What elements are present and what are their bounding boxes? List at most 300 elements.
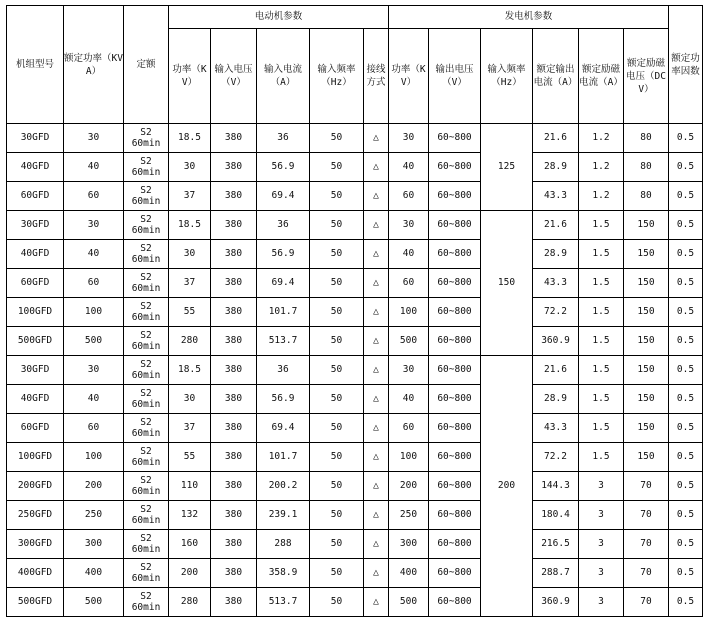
duty-class: S2	[140, 330, 152, 341]
table-row	[7, 530, 703, 559]
cell-motor-voltage: 380	[211, 269, 257, 298]
duty-time: 60min	[131, 428, 161, 439]
cell-duty	[124, 298, 169, 327]
duty-class: S2	[140, 562, 152, 573]
cell-duty	[124, 211, 169, 240]
header-excitation-current: 额定励磁电流（A）	[579, 29, 624, 124]
cell-motor-power: 55	[169, 443, 211, 472]
duty-time: 60min	[131, 312, 161, 323]
cell-gen-voltage: 60~800	[429, 385, 481, 414]
cell-excitation-voltage: 70	[624, 501, 669, 530]
cell-motor-current: 513.7	[257, 588, 310, 617]
cell-connection: △	[364, 385, 389, 414]
cell-gen-current: 360.9	[533, 327, 579, 356]
cell-motor-frequency: 50	[310, 298, 364, 327]
header-duty: 定额	[124, 6, 169, 124]
cell-connection: △	[364, 559, 389, 588]
cell-motor-power: 280	[169, 588, 211, 617]
table-row	[7, 588, 703, 617]
cell-motor-current: 101.7	[257, 443, 310, 472]
duty-class: S2	[140, 185, 152, 196]
cell-connection: △	[364, 269, 389, 298]
cell-power-kva: 60	[64, 269, 124, 298]
cell-motor-frequency: 50	[310, 385, 364, 414]
cell-motor-current: 239.1	[257, 501, 310, 530]
cell-connection: △	[364, 472, 389, 501]
cell-power-factor: 0.5	[669, 124, 703, 153]
cell-power-kva: 40	[64, 240, 124, 269]
cell-duty	[124, 472, 169, 501]
cell-power-kva: 250	[64, 501, 124, 530]
cell-motor-voltage: 380	[211, 182, 257, 211]
cell-power-factor: 0.5	[669, 153, 703, 182]
cell-motor-voltage: 380	[211, 443, 257, 472]
cell-motor-frequency: 50	[310, 414, 364, 443]
cell-connection: △	[364, 414, 389, 443]
duty-class: S2	[140, 591, 152, 602]
cell-connection: △	[364, 356, 389, 385]
table-row	[7, 124, 703, 153]
cell-model: 300GFD	[7, 530, 64, 559]
cell-motor-power: 30	[169, 385, 211, 414]
table-row	[7, 153, 703, 182]
table-row	[7, 182, 703, 211]
cell-duty	[124, 443, 169, 472]
cell-connection: △	[364, 588, 389, 617]
cell-motor-power: 132	[169, 501, 211, 530]
cell-motor-current: 36	[257, 356, 310, 385]
cell-duty	[124, 414, 169, 443]
cell-motor-power: 30	[169, 240, 211, 269]
cell-gen-power: 400	[389, 559, 429, 588]
cell-model: 250GFD	[7, 501, 64, 530]
duty-time: 60min	[131, 515, 161, 526]
duty-time: 60min	[131, 370, 161, 381]
cell-excitation-voltage: 70	[624, 530, 669, 559]
cell-connection: △	[364, 182, 389, 211]
cell-gen-voltage: 60~800	[429, 298, 481, 327]
cell-connection: △	[364, 240, 389, 269]
cell-gen-current: 28.9	[533, 240, 579, 269]
cell-motor-power: 18.5	[169, 211, 211, 240]
cell-gen-power: 250	[389, 501, 429, 530]
header-excitation-voltage: 额定励磁电压（DCV）	[624, 29, 669, 124]
table-row	[7, 385, 703, 414]
table-row	[7, 298, 703, 327]
cell-gen-power: 500	[389, 327, 429, 356]
cell-power-kva: 60	[64, 414, 124, 443]
cell-motor-current: 513.7	[257, 327, 310, 356]
cell-gen-voltage: 60~800	[429, 211, 481, 240]
cell-gen-power: 30	[389, 124, 429, 153]
cell-connection: △	[364, 327, 389, 356]
cell-motor-frequency: 50	[310, 182, 364, 211]
cell-motor-frequency: 50	[310, 501, 364, 530]
cell-motor-current: 36	[257, 211, 310, 240]
table-row	[7, 211, 703, 240]
cell-excitation-current: 1.5	[579, 240, 624, 269]
cell-excitation-voltage: 150	[624, 298, 669, 327]
duty-class: S2	[140, 243, 152, 254]
cell-motor-frequency: 50	[310, 472, 364, 501]
cell-motor-voltage: 380	[211, 559, 257, 588]
cell-motor-voltage: 380	[211, 588, 257, 617]
cell-gen-voltage: 60~800	[429, 356, 481, 385]
cell-motor-voltage: 380	[211, 298, 257, 327]
cell-motor-power: 110	[169, 472, 211, 501]
cell-motor-power: 55	[169, 298, 211, 327]
cell-gen-current: 28.9	[533, 385, 579, 414]
cell-connection: △	[364, 530, 389, 559]
cell-excitation-current: 3	[579, 588, 624, 617]
cell-model: 40GFD	[7, 385, 64, 414]
cell-power-factor: 0.5	[669, 356, 703, 385]
cell-duty	[124, 269, 169, 298]
duty-class: S2	[140, 417, 152, 428]
cell-gen-power: 100	[389, 443, 429, 472]
table-row	[7, 443, 703, 472]
cell-motor-current: 200.2	[257, 472, 310, 501]
duty-class: S2	[140, 272, 152, 283]
table-body	[7, 6, 703, 617]
duty-time: 60min	[131, 544, 161, 555]
table-row	[7, 501, 703, 530]
header-motor-connection: 接线方式	[364, 29, 389, 124]
cell-motor-current: 56.9	[257, 240, 310, 269]
duty-class: S2	[140, 475, 152, 486]
cell-motor-current: 56.9	[257, 153, 310, 182]
cell-power-kva: 200	[64, 472, 124, 501]
cell-duty	[124, 182, 169, 211]
cell-excitation-current: 1.5	[579, 327, 624, 356]
cell-gen-frequency: 200	[481, 356, 533, 617]
duty-class: S2	[140, 504, 152, 515]
cell-motor-voltage: 380	[211, 240, 257, 269]
table-row	[7, 240, 703, 269]
header-motor-group: 电动机参数	[169, 6, 389, 29]
duty-class: S2	[140, 388, 152, 399]
cell-motor-power: 30	[169, 153, 211, 182]
header-gen-frequency: 输入频率（Hz）	[481, 29, 533, 124]
cell-gen-current: 180.4	[533, 501, 579, 530]
table-row	[7, 356, 703, 385]
cell-gen-voltage: 60~800	[429, 240, 481, 269]
cell-gen-power: 60	[389, 269, 429, 298]
cell-motor-frequency: 50	[310, 124, 364, 153]
cell-model: 30GFD	[7, 211, 64, 240]
cell-excitation-current: 1.5	[579, 269, 624, 298]
cell-gen-current: 72.2	[533, 443, 579, 472]
cell-connection: △	[364, 211, 389, 240]
cell-motor-voltage: 380	[211, 124, 257, 153]
spec-table-container	[6, 5, 703, 617]
table-row	[7, 327, 703, 356]
cell-duty	[124, 501, 169, 530]
cell-gen-current: 43.3	[533, 182, 579, 211]
duty-time: 60min	[131, 457, 161, 468]
cell-excitation-current: 1.5	[579, 414, 624, 443]
cell-duty	[124, 327, 169, 356]
duty-class: S2	[140, 533, 152, 544]
cell-power-factor: 0.5	[669, 588, 703, 617]
cell-excitation-voltage: 150	[624, 385, 669, 414]
cell-power-factor: 0.5	[669, 443, 703, 472]
cell-gen-voltage: 60~800	[429, 501, 481, 530]
duty-class: S2	[140, 156, 152, 167]
cell-model: 200GFD	[7, 472, 64, 501]
cell-model: 40GFD	[7, 240, 64, 269]
cell-motor-frequency: 50	[310, 240, 364, 269]
cell-power-factor: 0.5	[669, 327, 703, 356]
table-row	[7, 472, 703, 501]
cell-excitation-current: 3	[579, 530, 624, 559]
cell-motor-frequency: 50	[310, 588, 364, 617]
cell-gen-power: 30	[389, 356, 429, 385]
table-row	[7, 559, 703, 588]
cell-connection: △	[364, 298, 389, 327]
cell-gen-current: 43.3	[533, 269, 579, 298]
cell-motor-voltage: 380	[211, 501, 257, 530]
cell-gen-current: 144.3	[533, 472, 579, 501]
header-gen-power: 功率（KV）	[389, 29, 429, 124]
cell-motor-power: 280	[169, 327, 211, 356]
cell-model: 30GFD	[7, 124, 64, 153]
cell-motor-frequency: 50	[310, 530, 364, 559]
cell-motor-voltage: 380	[211, 530, 257, 559]
cell-motor-power: 18.5	[169, 124, 211, 153]
cell-motor-frequency: 50	[310, 269, 364, 298]
cell-power-factor: 0.5	[669, 472, 703, 501]
duty-time: 60min	[131, 254, 161, 265]
cell-motor-power: 37	[169, 414, 211, 443]
cell-power-kva: 40	[64, 153, 124, 182]
cell-excitation-voltage: 150	[624, 269, 669, 298]
cell-gen-current: 72.2	[533, 298, 579, 327]
duty-time: 60min	[131, 399, 161, 410]
cell-excitation-voltage: 150	[624, 211, 669, 240]
cell-duty	[124, 124, 169, 153]
cell-excitation-voltage: 150	[624, 327, 669, 356]
duty-time: 60min	[131, 225, 161, 236]
cell-excitation-current: 1.5	[579, 211, 624, 240]
cell-excitation-current: 1.5	[579, 298, 624, 327]
cell-power-kva: 60	[64, 182, 124, 211]
cell-motor-current: 69.4	[257, 414, 310, 443]
cell-power-kva: 100	[64, 298, 124, 327]
cell-motor-voltage: 380	[211, 472, 257, 501]
cell-excitation-voltage: 150	[624, 414, 669, 443]
cell-gen-current: 21.6	[533, 211, 579, 240]
cell-power-factor: 0.5	[669, 530, 703, 559]
header-row-1	[7, 6, 703, 29]
cell-gen-power: 60	[389, 182, 429, 211]
cell-gen-power: 200	[389, 472, 429, 501]
cell-power-factor: 0.5	[669, 501, 703, 530]
cell-gen-current: 288.7	[533, 559, 579, 588]
cell-gen-current: 21.6	[533, 356, 579, 385]
cell-model: 100GFD	[7, 443, 64, 472]
duty-time: 60min	[131, 196, 161, 207]
duty-time: 60min	[131, 602, 161, 613]
cell-model: 500GFD	[7, 588, 64, 617]
cell-duty	[124, 356, 169, 385]
cell-excitation-voltage: 150	[624, 443, 669, 472]
header-model: 机组型号	[7, 6, 64, 124]
cell-power-factor: 0.5	[669, 298, 703, 327]
table-row	[7, 269, 703, 298]
cell-motor-power: 200	[169, 559, 211, 588]
cell-power-kva: 30	[64, 124, 124, 153]
duty-time: 60min	[131, 486, 161, 497]
cell-gen-voltage: 60~800	[429, 588, 481, 617]
cell-gen-power: 300	[389, 530, 429, 559]
cell-power-kva: 300	[64, 530, 124, 559]
cell-gen-voltage: 60~800	[429, 559, 481, 588]
cell-power-kva: 30	[64, 211, 124, 240]
cell-model: 60GFD	[7, 414, 64, 443]
header-generator-group: 发电机参数	[389, 6, 669, 29]
cell-excitation-voltage: 70	[624, 588, 669, 617]
cell-power-factor: 0.5	[669, 182, 703, 211]
cell-gen-frequency: 150	[481, 211, 533, 356]
duty-time: 60min	[131, 573, 161, 584]
cell-motor-voltage: 380	[211, 211, 257, 240]
cell-gen-current: 28.9	[533, 153, 579, 182]
cell-motor-voltage: 380	[211, 153, 257, 182]
cell-connection: △	[364, 443, 389, 472]
cell-motor-frequency: 50	[310, 356, 364, 385]
cell-excitation-voltage: 80	[624, 153, 669, 182]
cell-power-factor: 0.5	[669, 211, 703, 240]
cell-gen-voltage: 60~800	[429, 182, 481, 211]
cell-duty	[124, 559, 169, 588]
cell-motor-current: 69.4	[257, 269, 310, 298]
cell-gen-power: 30	[389, 211, 429, 240]
cell-gen-power: 40	[389, 240, 429, 269]
table-row	[7, 414, 703, 443]
cell-motor-voltage: 380	[211, 414, 257, 443]
generator-spec-table	[6, 5, 703, 617]
cell-excitation-current: 3	[579, 472, 624, 501]
cell-gen-power: 40	[389, 385, 429, 414]
cell-excitation-current: 1.2	[579, 153, 624, 182]
cell-motor-current: 36	[257, 124, 310, 153]
duty-class: S2	[140, 446, 152, 457]
cell-model: 60GFD	[7, 269, 64, 298]
cell-gen-power: 500	[389, 588, 429, 617]
cell-excitation-voltage: 150	[624, 240, 669, 269]
cell-motor-current: 358.9	[257, 559, 310, 588]
cell-excitation-current: 1.5	[579, 356, 624, 385]
duty-class: S2	[140, 214, 152, 225]
cell-gen-voltage: 60~800	[429, 124, 481, 153]
cell-motor-power: 160	[169, 530, 211, 559]
cell-duty	[124, 588, 169, 617]
cell-gen-voltage: 60~800	[429, 530, 481, 559]
cell-excitation-voltage: 80	[624, 182, 669, 211]
cell-motor-current: 101.7	[257, 298, 310, 327]
cell-motor-power: 18.5	[169, 356, 211, 385]
header-gen-current: 额定输出电流（A）	[533, 29, 579, 124]
duty-time: 60min	[131, 138, 161, 149]
cell-connection: △	[364, 501, 389, 530]
cell-motor-current: 288	[257, 530, 310, 559]
header-motor-current: 输入电流（A）	[257, 29, 310, 124]
cell-power-kva: 30	[64, 356, 124, 385]
cell-motor-frequency: 50	[310, 153, 364, 182]
cell-excitation-current: 1.2	[579, 182, 624, 211]
cell-motor-power: 37	[169, 269, 211, 298]
cell-gen-voltage: 60~800	[429, 414, 481, 443]
header-power-kva: 额定功率（KVA）	[64, 6, 124, 124]
header-motor-power: 功率（KV）	[169, 29, 211, 124]
cell-gen-power: 100	[389, 298, 429, 327]
cell-power-factor: 0.5	[669, 240, 703, 269]
duty-class: S2	[140, 301, 152, 312]
cell-model: 60GFD	[7, 182, 64, 211]
cell-gen-current: 216.5	[533, 530, 579, 559]
cell-motor-frequency: 50	[310, 443, 364, 472]
cell-excitation-current: 3	[579, 501, 624, 530]
cell-motor-current: 56.9	[257, 385, 310, 414]
cell-model: 100GFD	[7, 298, 64, 327]
cell-excitation-voltage: 70	[624, 559, 669, 588]
cell-duty	[124, 385, 169, 414]
cell-motor-voltage: 380	[211, 327, 257, 356]
cell-gen-power: 40	[389, 153, 429, 182]
cell-duty	[124, 153, 169, 182]
cell-gen-voltage: 60~800	[429, 153, 481, 182]
cell-model: 500GFD	[7, 327, 64, 356]
cell-power-kva: 500	[64, 327, 124, 356]
cell-connection: △	[364, 153, 389, 182]
cell-motor-frequency: 50	[310, 211, 364, 240]
cell-power-kva: 400	[64, 559, 124, 588]
cell-motor-voltage: 380	[211, 356, 257, 385]
cell-excitation-current: 1.2	[579, 124, 624, 153]
cell-gen-frequency: 125	[481, 124, 533, 211]
cell-motor-power: 37	[169, 182, 211, 211]
cell-excitation-current: 1.5	[579, 385, 624, 414]
cell-gen-current: 43.3	[533, 414, 579, 443]
header-motor-voltage: 输入电压（V）	[211, 29, 257, 124]
cell-connection: △	[364, 124, 389, 153]
duty-class: S2	[140, 127, 152, 138]
cell-excitation-voltage: 150	[624, 356, 669, 385]
cell-excitation-current: 1.5	[579, 443, 624, 472]
cell-motor-current: 69.4	[257, 182, 310, 211]
cell-excitation-voltage: 70	[624, 472, 669, 501]
cell-gen-voltage: 60~800	[429, 443, 481, 472]
cell-excitation-current: 3	[579, 559, 624, 588]
cell-duty	[124, 240, 169, 269]
cell-model: 400GFD	[7, 559, 64, 588]
cell-power-kva: 100	[64, 443, 124, 472]
cell-power-kva: 500	[64, 588, 124, 617]
cell-excitation-voltage: 80	[624, 124, 669, 153]
cell-gen-voltage: 60~800	[429, 327, 481, 356]
cell-gen-voltage: 60~800	[429, 269, 481, 298]
cell-gen-voltage: 60~800	[429, 472, 481, 501]
cell-power-factor: 0.5	[669, 559, 703, 588]
cell-gen-power: 60	[389, 414, 429, 443]
duty-time: 60min	[131, 167, 161, 178]
cell-power-factor: 0.5	[669, 385, 703, 414]
cell-model: 40GFD	[7, 153, 64, 182]
header-gen-voltage: 输出电压（V）	[429, 29, 481, 124]
cell-power-factor: 0.5	[669, 414, 703, 443]
duty-class: S2	[140, 359, 152, 370]
